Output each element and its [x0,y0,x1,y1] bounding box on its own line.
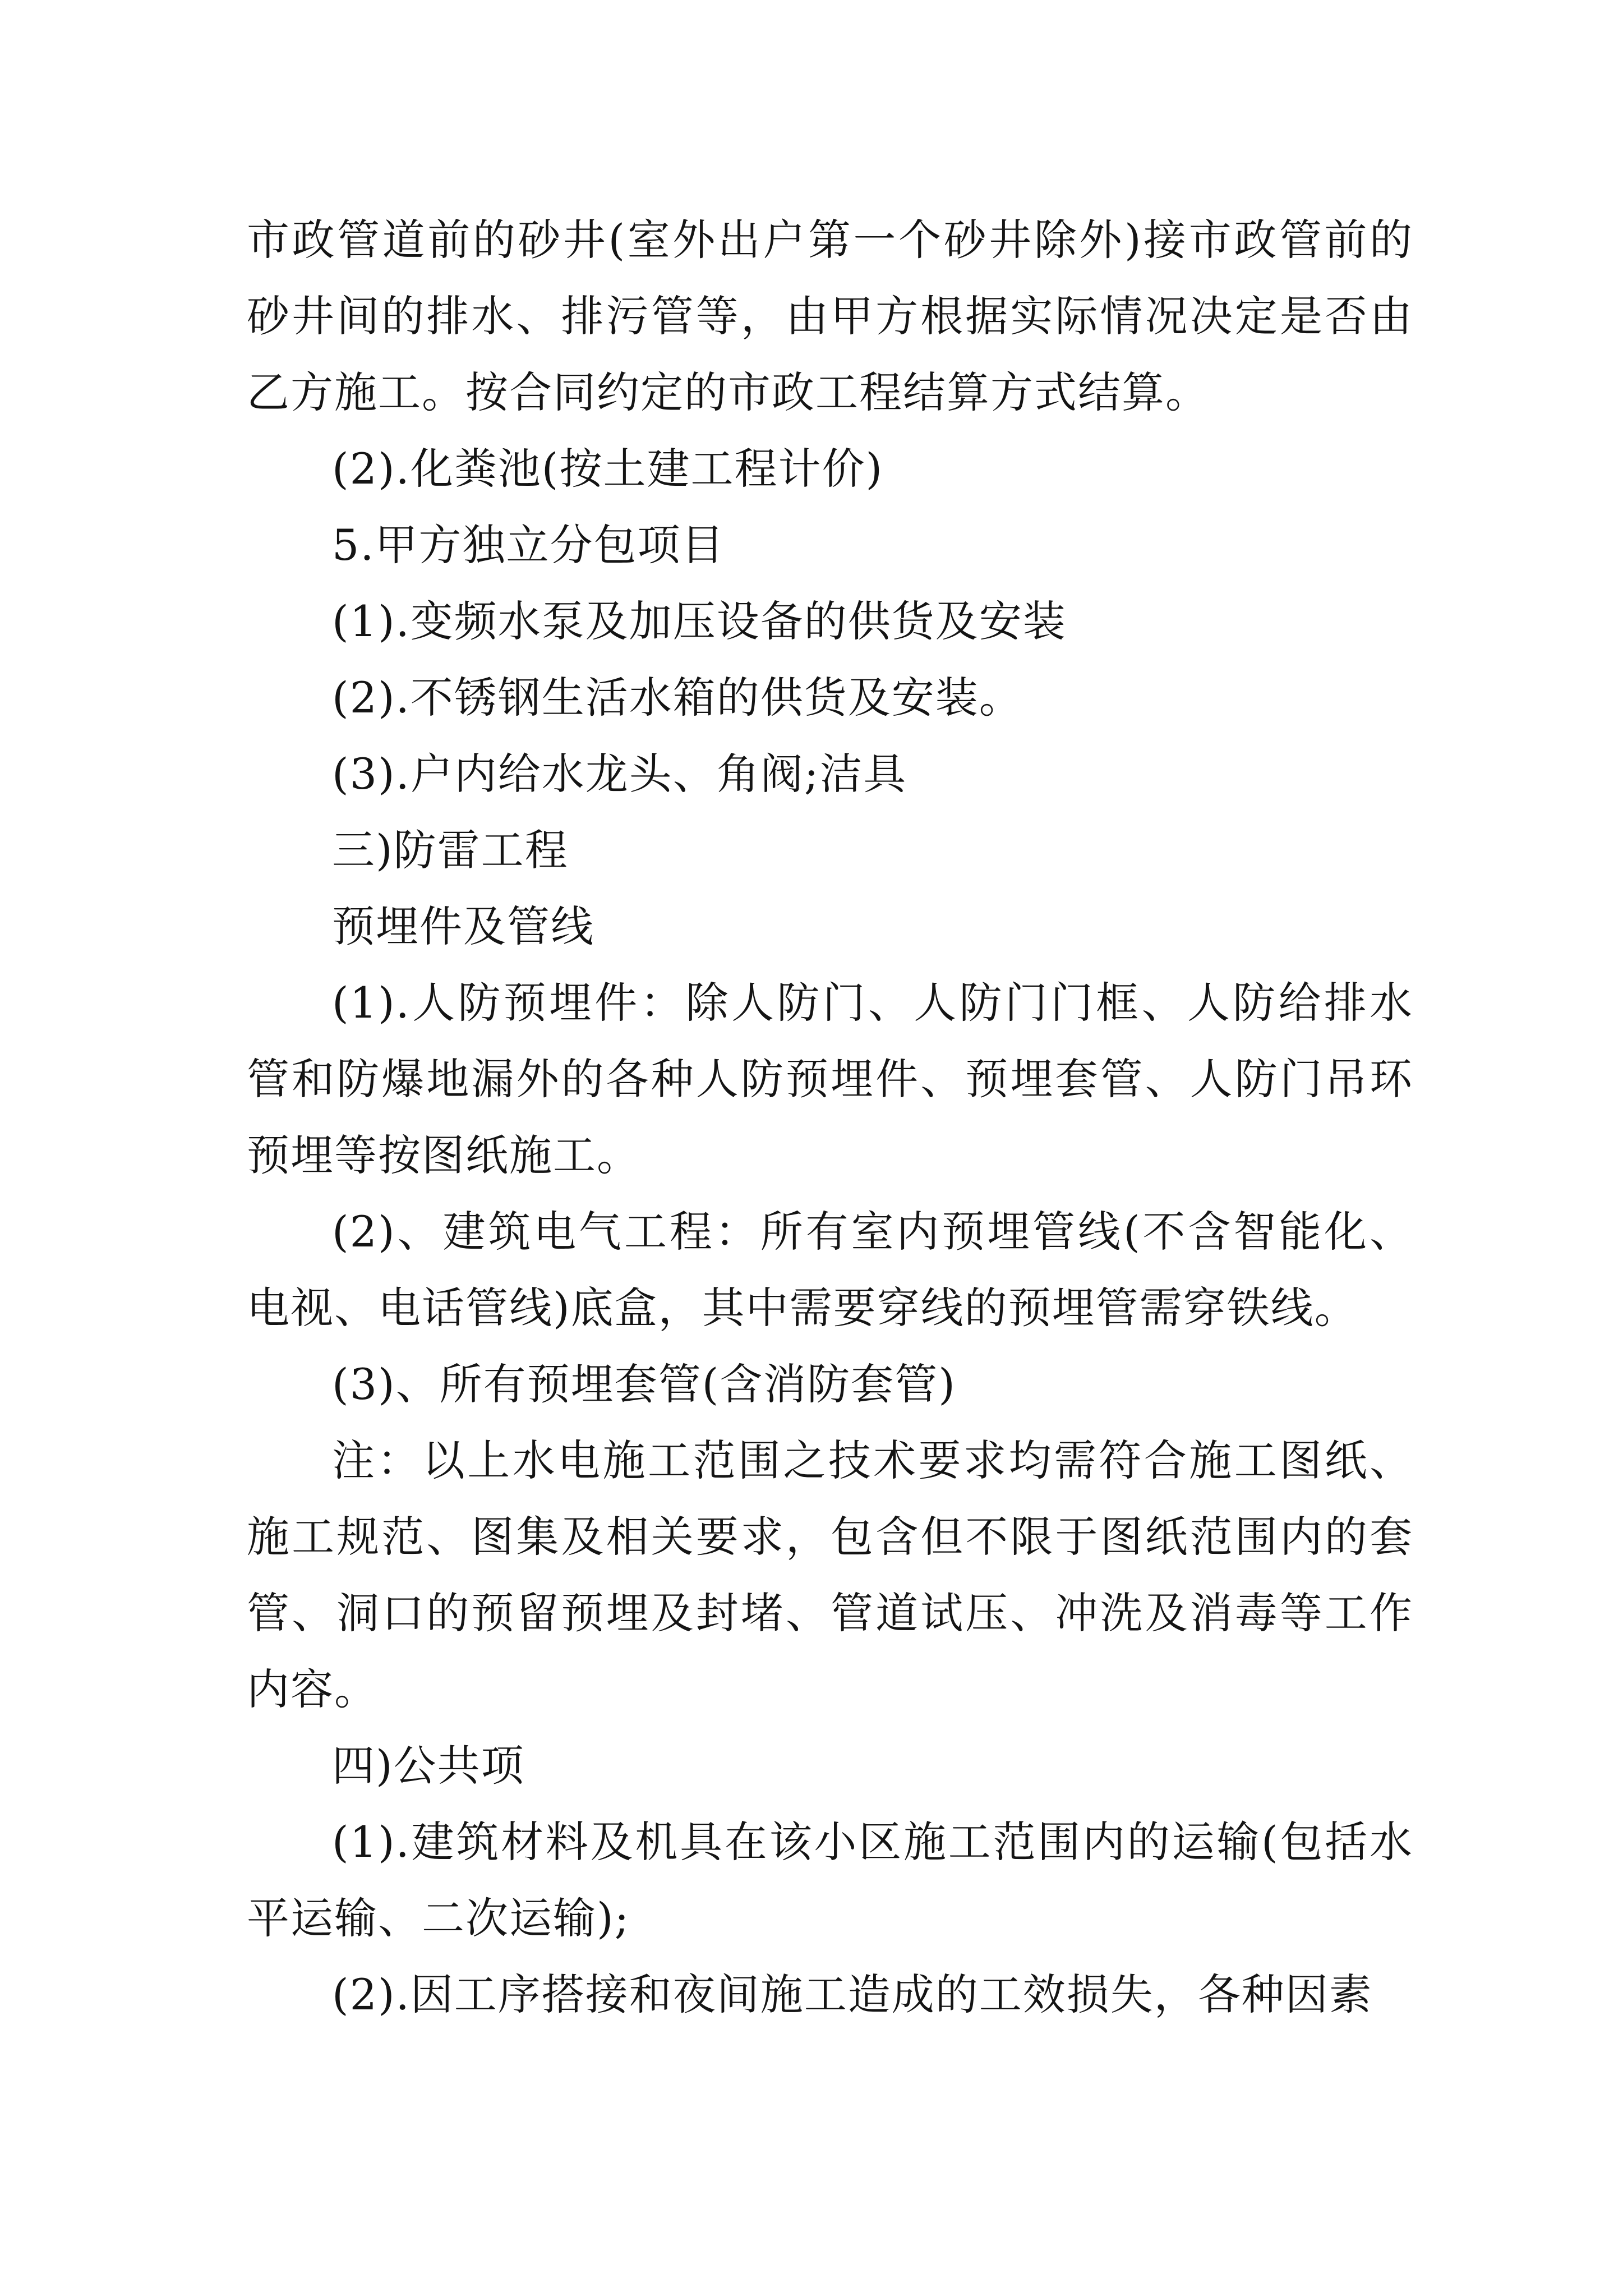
list-item-sleeves: (3)、所有预埋套管(含消防套管) [332,1359,956,1409]
section-heading-lightning: 三)防雷工程 [332,825,569,875]
list-item-transport: (1).建筑材料及机具在该小区施工范围内的运输(包括水平运输、二次运输); [247,1817,1413,1943]
note-paragraph: 注：以上水电施工范围之技术要求均需符合施工图纸、施工规范、图集及相关要求，包含但不限于图纸范围内的套管、洞口的预留预埋及封堵、管道试压、冲洗及消毒等工作内容。 [247,1435,1413,1714]
section-heading-owner-subcontract: 5.甲方独立分包项目 [332,520,725,570]
list-item-water-tank: (2).不锈钢生活水箱的供货及安装。 [332,673,1023,723]
list-item-civil-defense: (1).人防预埋件：除人防门、人防门门框、人防给排水管和防爆地漏外的各种人防预埋件、预埋套管、人防门吊环预埋等按图纸施工。 [247,978,1413,1180]
list-item-electrical: (2)、建筑电气工程：所有室内预埋管线(不含智能化、电视、电话管线)底盒，其中需要穿线的预埋管需穿铁线。 [247,1207,1413,1333]
section-heading-public-items: 四)公共项 [332,1741,525,1791]
paragraph-municipal-pipes: 市政管道前的砂井(室外出户第一个砂井除外)接市政管前的砂井间的排水、排污管等，由甲方根据实际情况决定是否由乙方施工。按合同约定的市政工程结算方式结算。 [247,215,1413,417]
paragraph-septic-tank: (2).化粪池(按土建工程计价) [332,444,884,494]
subheading-embedded-parts: 预埋件及管线 [332,901,594,951]
list-item-pump: (1).变频水泵及加压设备的供货及安装 [332,596,1067,646]
list-item-faucets: (3).户内给水龙头、角阀;洁具 [332,749,907,799]
list-item-efficiency-loss: (2).因工序搭接和夜间施工造成的工效损失，各种因素 [332,1970,1373,2019]
document-body [247,202,1413,2033]
